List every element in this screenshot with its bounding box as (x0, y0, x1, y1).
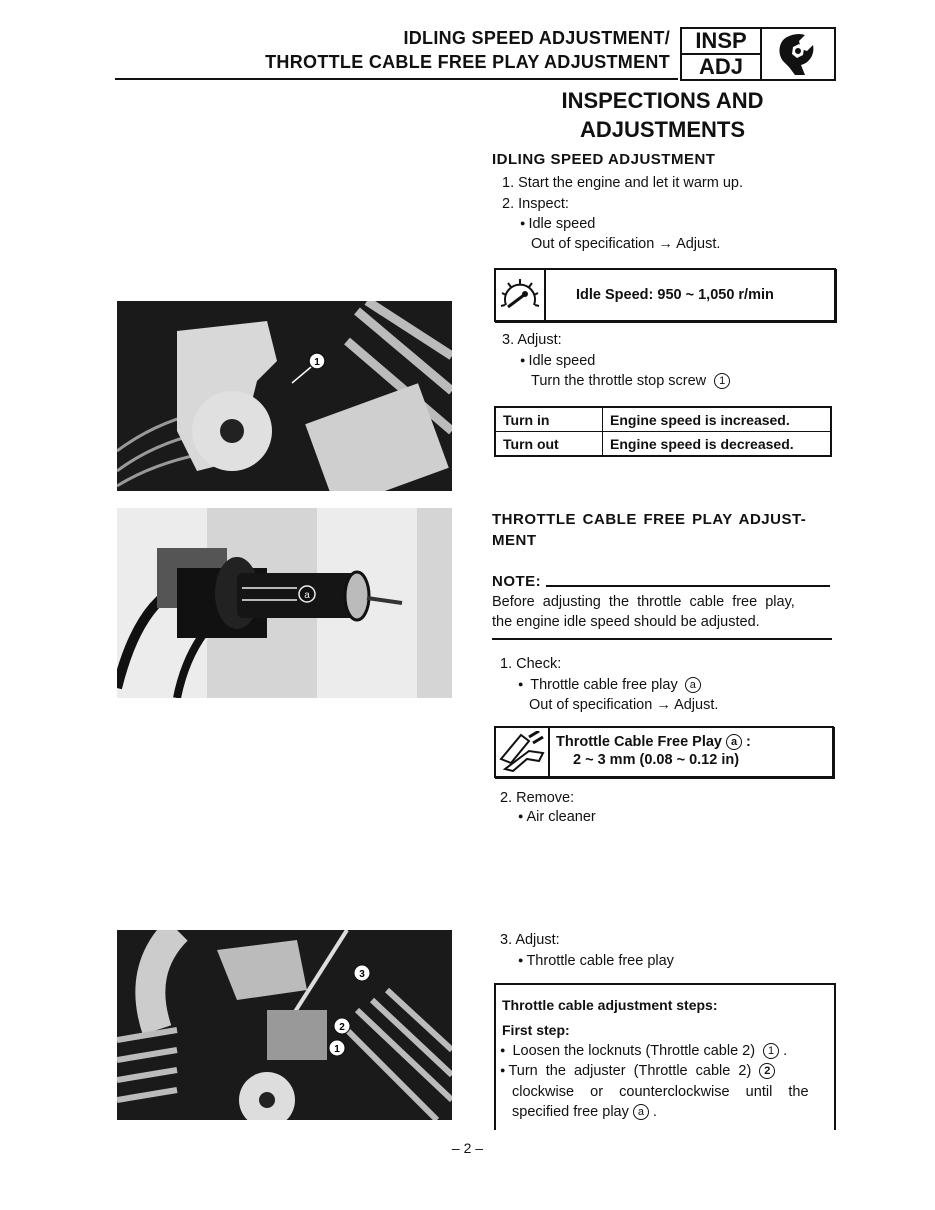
steps-bullet1: Loosen the locknuts (Throttle cable 2) (512, 1043, 756, 1059)
turn-result: Engine speed is increased. (603, 407, 832, 432)
adjustment-steps-box (494, 983, 836, 1130)
badge-adj: ADJ (698, 54, 743, 79)
idle-step2: 2. Inspect: (502, 196, 569, 212)
free-play-spec-box (494, 726, 834, 778)
throttle-step2: 2. Remove: (500, 790, 575, 806)
svg-text:2: 2 (339, 1022, 345, 1033)
steps-bullet2-line3: specified free play (512, 1104, 629, 1120)
note-line2: the engine idle speed should be adjusted. (492, 614, 760, 630)
throttle-step1: 1. Check: (500, 656, 562, 672)
idle-speed-spec-text: Idle Speed: 950 ~ 1,050 r/min (576, 287, 774, 303)
page-number: – 2 – (451, 1140, 484, 1156)
free-play-spec-line2: 2 ~ 3 mm (0.08 ~ 0.12 in) (573, 752, 740, 768)
ref-circle-1: 1 (714, 373, 730, 389)
steps-bullet2-line3-wrap: specified free play a . (512, 1104, 657, 1120)
first-step-label: First step: (502, 1022, 570, 1038)
svg-text:1: 1 (314, 357, 320, 368)
main-title-line1: INSPECTIONS AND (561, 88, 764, 113)
idle-step3-note-line (531, 373, 730, 389)
steps-bullet2-line2: clockwise or counterclockwise until the (512, 1084, 809, 1100)
note-line1: Before adjusting the throttle cable free play, (492, 594, 795, 610)
main-title-line2: ADJUSTMENTS (579, 117, 745, 142)
idle-step3: 3. Adjust: (502, 332, 562, 348)
tachometer-icon (496, 270, 546, 320)
table-row (495, 407, 831, 432)
carburetor-cable-photo (117, 930, 452, 1120)
header-rule (115, 78, 678, 80)
insp-adj-badge (680, 27, 836, 81)
throttle-grip-photo (117, 508, 452, 698)
steps-bullet2-line1 (500, 1063, 775, 1079)
note-top-rule (546, 585, 830, 587)
free-play-spec-line1: Throttle Cable Free Play (556, 734, 722, 750)
ref-circle-2: 2 (759, 1063, 775, 1079)
idle-step1: 1. Start the engine and let it warm up. (502, 175, 743, 191)
svg-text:1: 1 (334, 1044, 340, 1055)
table-row (495, 432, 831, 457)
badge-insp: INSP (682, 29, 760, 55)
header-title-line2: THROTTLE CABLE FREE PLAY ADJUSTMENT (265, 52, 670, 72)
idle-speed-spec-box (494, 268, 836, 322)
turn-table (494, 406, 832, 457)
ref-circle-a: a (633, 1104, 649, 1120)
throttle-step3-bullet: ● Throttle cable free play (518, 953, 674, 969)
steps-title: Throttle cable adjustment steps: (502, 997, 718, 1013)
ref-circle-1: 1 (763, 1043, 779, 1059)
throttle-heading-line2: MENT (492, 532, 537, 549)
ref-circle-a: a (685, 677, 701, 693)
throttle-step2-bullet: ● Air cleaner (518, 809, 596, 825)
note-label: NOTE: (492, 573, 542, 590)
idle-step3-bullet: ● Idle speed (520, 353, 595, 369)
svg-text:a: a (304, 590, 310, 601)
wrench-nut-icon (762, 29, 834, 79)
turn-action: Turn in (495, 407, 603, 432)
throttle-step3: 3. Adjust: (500, 932, 560, 948)
header-title-line1: IDLING SPEED ADJUSTMENT/ (403, 28, 670, 48)
throttle-step1-note: Out of specification → Adjust. (529, 697, 719, 713)
turn-action: Turn out (495, 432, 603, 457)
steps-bullet1-line: ● Loosen the locknuts (Throttle cable 2) 1 . (500, 1043, 787, 1059)
throttle-step1-bullet-line (518, 677, 701, 693)
idle-step2-bullet: ● Idle speed (520, 216, 595, 232)
throttle-stop-screw-photo (117, 301, 452, 491)
caliper-icon (496, 728, 550, 776)
ref-circle-a: a (726, 734, 742, 750)
free-play-spec-line1-wrap: Throttle Cable Free Play a : (556, 734, 751, 750)
idle-step2-note: Out of specification → Adjust. (531, 236, 721, 252)
turn-result: Engine speed is decreased. (603, 432, 832, 457)
free-play-spec-text (550, 728, 832, 776)
note-bottom-rule (492, 638, 832, 640)
throttle-heading-line1: THROTTLE CABLE FREE PLAY ADJUST- (492, 511, 807, 528)
svg-text:3: 3 (359, 969, 365, 980)
throttle-step1-bullet: Throttle cable free play (530, 677, 678, 693)
steps-bullet2-text: Turn the adjuster (Throttle cable 2) (508, 1063, 752, 1079)
idle-step3-note: Turn the throttle stop screw (531, 373, 707, 389)
idle-heading: IDLING SPEED ADJUSTMENT (492, 151, 716, 168)
